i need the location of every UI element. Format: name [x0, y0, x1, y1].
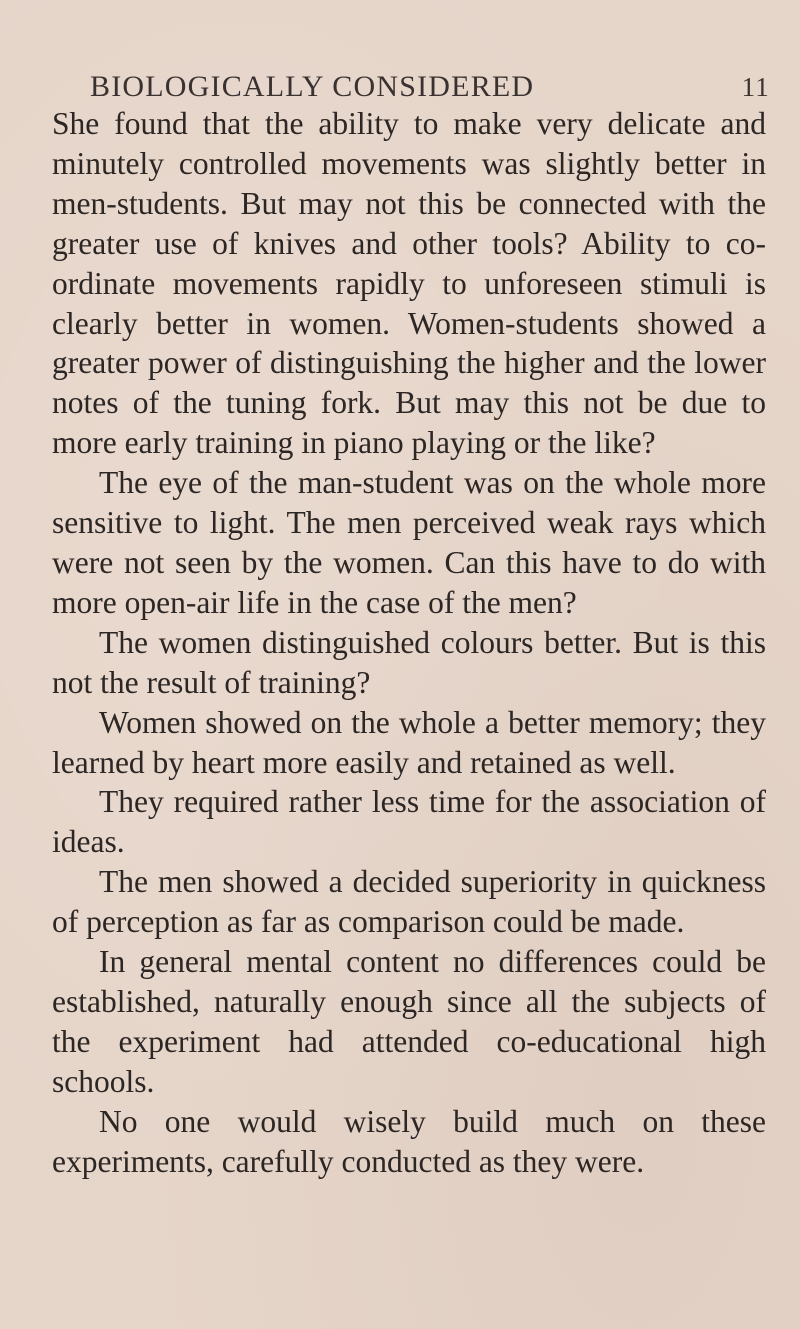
paragraph-3: The women distinguished colours better. But is this not the result of training?	[52, 624, 766, 700]
paragraph-1: She found that the ability to make very delicate and minutely controlled movements was slightly better in men-students. But may not this be connected with the greater use of knives and other tools? Ability to co-ordinate movements rapidly to unforeseen stimuli is clearly better in women. Women-students showed a greater power of distinguishing the higher and the lower notes of the tuning fork. But may this not be due to more early training in piano playing or the like?	[52, 106, 766, 461]
paragraph-4: Women showed on the whole a better memory; they learned by heart more easily and retained as well.	[52, 704, 766, 780]
header-title: BIOLOGICALLY CONSIDERED	[90, 70, 535, 103]
paragraph-2: The eye of the man-student was on the whole more sensitive to light. The men perceived weak rays which were not seen by the women. Can this have to do with more open-air life in the case of the men?	[52, 465, 766, 620]
paragraph-8: No one would wisely build much on these experiments, carefully conducted as they were.	[52, 1103, 766, 1179]
running-header	[90, 70, 770, 104]
paragraph-5: They required rather less time for the association of ideas.	[52, 784, 766, 860]
paragraph-6: The men showed a decided superiority in quickness of perception as far as comparison could be made.	[52, 864, 766, 940]
paragraph-7: In general mental content no differences could be established, naturally enough since all the subjects of the experiment had attended co-educational high schools.	[52, 944, 766, 1099]
page-number: 11	[741, 72, 770, 102]
body-text	[52, 104, 766, 1181]
